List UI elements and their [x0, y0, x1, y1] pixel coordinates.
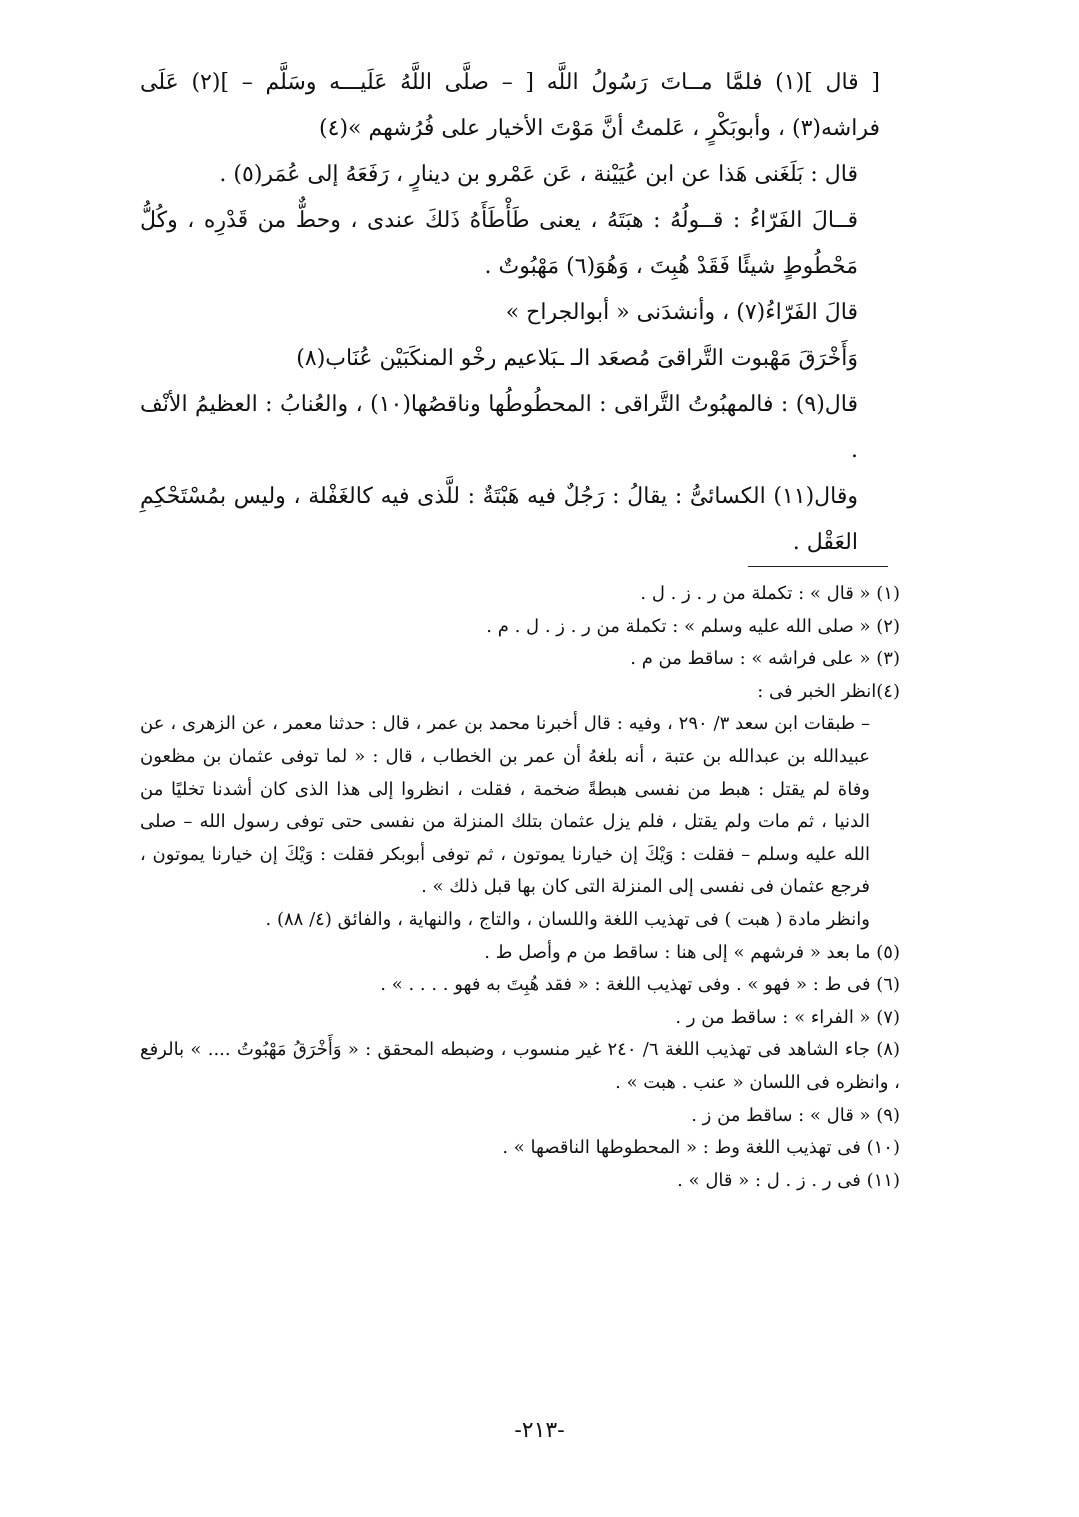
footnote: (٩) « قال » : ساقط من ز .	[691, 1104, 900, 1126]
footnote: (٨) جاء الشاهد فى تهذيب اللغة ٦/ ٢٤٠ غير منسوب ، وضبطه المحقق : « وَأَخْرَقُ مَهْبُوتُ .... » بالرفع ، وانظره فى اللسان « عنب . هبت » .	[140, 1039, 900, 1093]
footnote-separator	[748, 566, 888, 567]
main-paragraph: قــالَ الفَرّاءُ : قــولُهُ : هبَتَهُ ، يعنى طَأْطَأَهُ ذَلكَ عندى ، وحطٌّ من قَدْرِه ، وكُلُّ مَحْطُوطٍ شيئًا فَقَدْ هُبِتَ ، وَهُوَ(٦) مَهْبُوتٌ .	[140, 208, 858, 279]
footnote-quotation: – طبقات ابن سعد ٣/ ٢٩٠ ، وفيه : قال أخبرنا محمد بن عمر ، قال : حدثنا معمر ، عن الزهرى ، عن عبيدالله بن عبدالله بن عتبة ، أنه بلغهُ أن عمر بن الخطاب ، قال : « لما توفى عثمان بن مظعون وفاة لم يقتل : هبط من نفسى هبطةً ضخمة ، فقلت ، انظروا إلى هذا الذى كان أشدنا تخليًا من الدنيا ، ثم مات ولم يقتل ، فلم يزل عثمان بتلك المنزلة من نفسى حتى توفى رسول الله – صلى الله عليه وسلم – فقلت : وَيْكَ إن خيارنا يموتون ، ثم توفى أبوبكر فقلت : وَيْكَ إن خيارنا يموتون ، فرجع عثمان فى نفسى إلى المنزلة التى كان بها قبل ذلك » .	[140, 713, 871, 898]
footnote: (٥) ما بعد « فرشهم » إلى هنا : ساقط من م وأصل ط .	[484, 941, 900, 963]
footnote: (١٠) فى تهذيب اللغة وط : « المحطوطها الناقصها » .	[502, 1137, 900, 1159]
main-text-block	[140, 60, 880, 566]
main-paragraph: قال : بَلَغَنى هَذا عن ابن عُيَيْنة ، عَن عَمْرو بن دينارٍ ، رَفَعَهُ إلى عُمَر(٥) .	[219, 162, 858, 187]
main-paragraph: قالَ الفَرّاءُ(٧) ، وأنشدَنى « أبوالجراح »	[505, 300, 858, 325]
page-number: -٢١٣-	[514, 1418, 565, 1443]
footnote: (٧) « الفراء » : ساقط من ر .	[675, 1006, 900, 1028]
footnote: (٢) « صلى الله عليه وسلم » : تكملة من ر . ز . ل . م .	[486, 615, 900, 637]
footnote-reference: وانظر مادة ( هبت ) فى تهذيب اللغة واللسان ، والتاج ، والنهاية ، والفائق (٤/ ٨٨) .	[265, 908, 870, 930]
main-paragraph: وقال(١١) الكسائىُّ : يقالُ : رَجُلٌ فيه هَبْتَةٌ : للَّذى فيه كالغَفْلة ، وليس بمُسْتَحْكِمِ العَقْل .	[140, 484, 858, 555]
footnote: (٣) « على فراشه » : ساقط من م .	[630, 648, 900, 670]
footnote: (١) « قال » : تكملة من ر . ز . ل .	[640, 583, 900, 604]
main-paragraph: قال(٩) : فالمهبُوتُ التَّراقى : المحطُوطُها وناقصُها(١٠) ، والعُنابُ : العظيمُ الأنْف .	[140, 392, 858, 463]
footnotes-block	[140, 578, 900, 1197]
main-paragraph: [ قال ](١) فلمَّا مــاتَ رَسُولُ اللَّه [ – صلَّى اللَّهُ عَلَيـــه وسَلَّم – ](٢) عَلَى فراشه(٣) ، وأبوبَكْرٍ ، عَلمتُ أنَّ مَوْتَ الأخيار على فُرُشهم »(٤)	[140, 70, 880, 141]
poetry-verse: وَأَخْرَقَ مَهْبوت التَّراقىَ مُصعَد الـ ـبَلاعيم رخْو المنكَبَيْن عُنَاب(٨)	[296, 346, 858, 371]
footnote: (٤)انظر الخبر فى :	[757, 680, 900, 702]
footnote: (١١) فى ر . ز . ل : « قال » .	[677, 1169, 900, 1191]
footnote: (٦) فى ط : « فهو » . وفى تهذيب اللغة : « فقد هُبِتَ به فهو . . . . » .	[380, 974, 900, 996]
